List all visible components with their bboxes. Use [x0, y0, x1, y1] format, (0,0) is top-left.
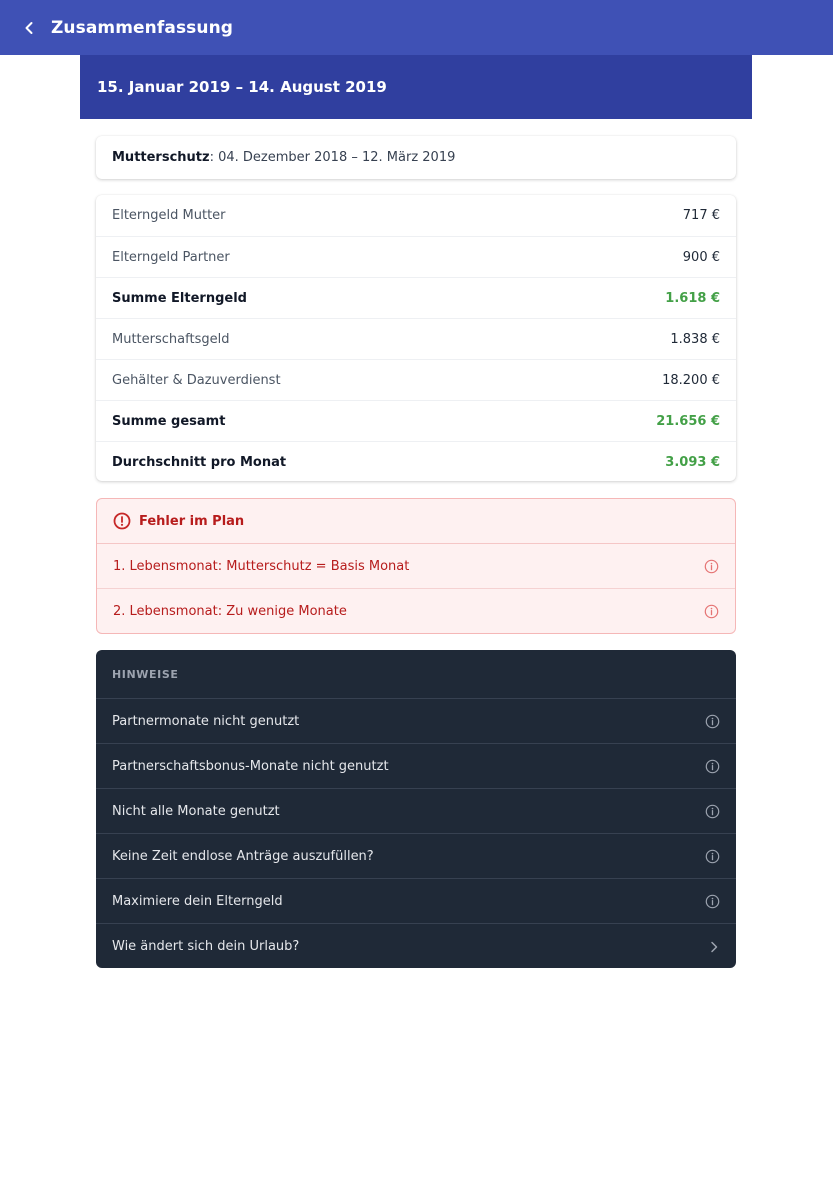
- summary-value: 1.618 €: [665, 290, 720, 306]
- hint-item-text: Partnerschaftsbonus-Monate nicht genutzt: [112, 758, 389, 774]
- period-range: 15. Januar 2019 – 14. August 2019: [80, 55, 752, 119]
- error-card: [96, 498, 736, 634]
- summary-label: Summe Elterngeld: [112, 290, 247, 306]
- hints-card: [96, 650, 736, 968]
- summary-label: Elterngeld Partner: [112, 249, 230, 265]
- page-title: Zusammenfassung: [51, 17, 234, 38]
- summary-label: Durchschnitt pro Monat: [112, 454, 287, 470]
- hint-item-text: Partnermonate nicht genutzt: [112, 713, 300, 729]
- error-item-text: 1. Lebensmonat: Mutterschutz = Basis Monat: [113, 558, 410, 574]
- info-icon[interactable]: [705, 849, 720, 864]
- hint-item-text: Maximiere dein Elterngeld: [112, 893, 283, 909]
- summary-value: 1.838 €: [670, 331, 720, 347]
- error-item[interactable]: [97, 544, 735, 589]
- hint-item[interactable]: [96, 789, 736, 834]
- error-item[interactable]: [97, 589, 735, 634]
- summary-label: Elterngeld Mutter: [112, 208, 226, 223]
- summary-value: 717 €: [682, 208, 720, 223]
- alert-circle-icon: [113, 512, 131, 530]
- summary-row-durchschnitt: [96, 441, 736, 482]
- summary-row-mutterschaftsgeld: [96, 318, 736, 359]
- info-icon[interactable]: [705, 894, 720, 909]
- mutterschutz-card: [96, 136, 736, 179]
- summary-row-gehaelter: [96, 359, 736, 400]
- summary-card: [96, 195, 736, 481]
- info-icon[interactable]: [704, 604, 719, 619]
- summary-row-summe-elterngeld: [96, 277, 736, 318]
- hint-item-link[interactable]: [96, 924, 736, 969]
- summary-value: 18.200 €: [662, 372, 720, 388]
- summary-value: 21.656 €: [656, 413, 720, 429]
- hint-item[interactable]: [96, 744, 736, 789]
- chevron-left-icon: [22, 21, 36, 35]
- info-icon[interactable]: [704, 559, 719, 574]
- info-icon[interactable]: [705, 804, 720, 819]
- chevron-right-icon[interactable]: [708, 940, 720, 954]
- hint-item-text: Wie ändert sich dein Urlaub?: [112, 939, 300, 954]
- mutterschutz-label: Mutterschutz: [112, 150, 210, 165]
- hint-item-text: Keine Zeit endlose Anträge auszufüllen?: [112, 848, 374, 864]
- summary-value: 3.093 €: [665, 454, 720, 470]
- back-button[interactable]: [18, 17, 40, 39]
- error-item-text: 2. Lebensmonat: Zu wenige Monate: [113, 604, 347, 619]
- hints-title: HINWEISE: [96, 650, 736, 699]
- app-bar: [0, 0, 833, 55]
- hint-item[interactable]: [96, 834, 736, 879]
- summary-label: Summe gesamt: [112, 413, 226, 429]
- mutterschutz-value: : 04. Dezember 2018 – 12. März 2019: [209, 150, 456, 165]
- summary-value: 900 €: [682, 249, 720, 265]
- summary-label: Gehälter & Dazuverdienst: [112, 372, 281, 388]
- error-header: [97, 499, 735, 544]
- summary-row-elterngeld-partner: [96, 236, 736, 277]
- hint-item[interactable]: [96, 879, 736, 924]
- summary-label: Mutterschaftsgeld: [112, 331, 230, 347]
- hint-item-text: Nicht alle Monate genutzt: [112, 803, 280, 819]
- info-icon[interactable]: [705, 714, 720, 729]
- summary-row-elterngeld-mutter: [96, 195, 736, 236]
- hint-item[interactable]: [96, 699, 736, 744]
- summary-row-summe-gesamt: [96, 400, 736, 441]
- error-title: Fehler im Plan: [139, 513, 245, 529]
- info-icon[interactable]: [705, 759, 720, 774]
